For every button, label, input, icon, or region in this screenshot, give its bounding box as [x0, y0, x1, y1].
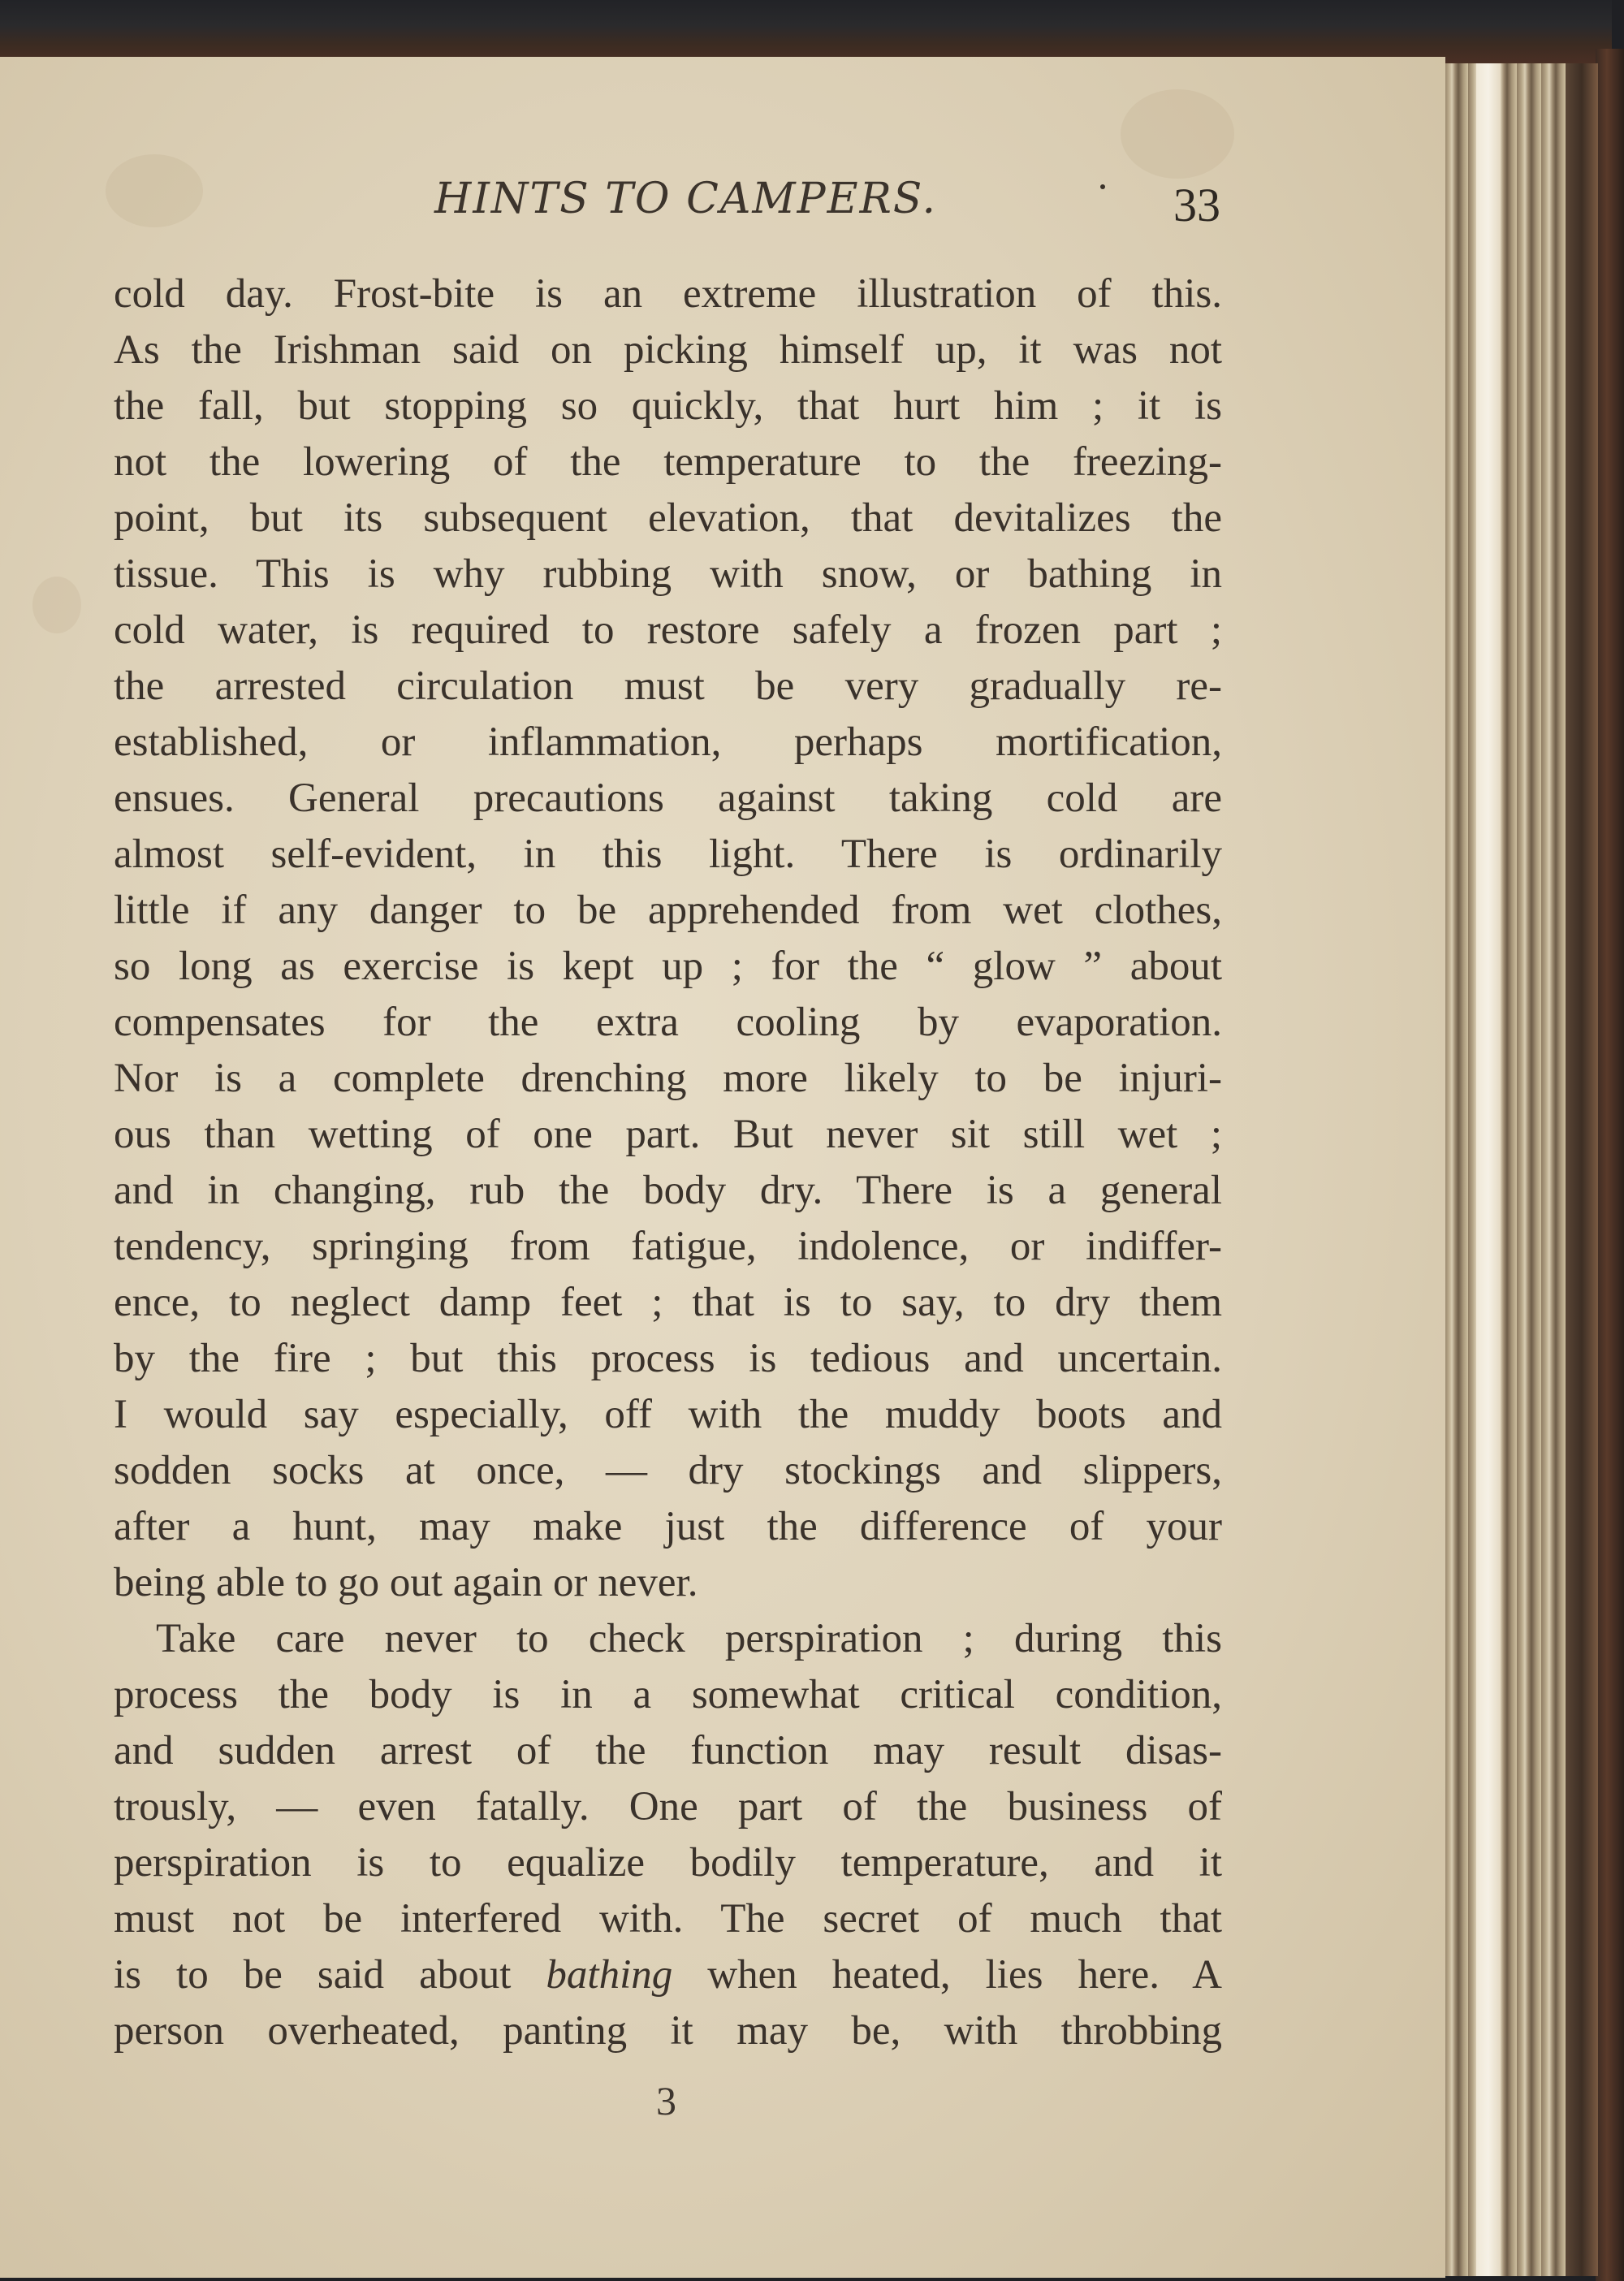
text-line: not the lowering of the temperature to the freezing- [114, 439, 1222, 485]
text-line-with-italic [114, 1947, 1222, 2003]
text-line: point, but its subsequent elevation, that devitalizes the [114, 495, 1222, 541]
text-line: person overheated, panting it may be, with throbbing [114, 2008, 1222, 2054]
text-line: little if any danger to be apprehended from wet clothes, [114, 888, 1222, 933]
text-line: sodden socks at once, — dry stockings and slippers, [114, 1448, 1222, 1493]
text-line: cold water, is required to restore safely a frozen part ; [114, 607, 1222, 653]
text-line: almost self-evident, in this light. There is ordinarily [114, 832, 1222, 877]
text-line: ensues. General precautions against taking cold are [114, 775, 1222, 821]
text-line: process the body is in a somewhat critical condition, [114, 1672, 1222, 1717]
body-text [114, 266, 1222, 2059]
running-head: HINTS TO CAMPERS. [434, 175, 938, 223]
text-line: and sudden arrest of the function may result disas- [114, 1728, 1222, 1773]
text-line: I would say especially, off with the muddy boots and [114, 1392, 1222, 1437]
text-line: cold day. Frost-bite is an extreme illustration of this. [114, 271, 1222, 317]
paragraph-last-line: being able to go out again or never. [114, 1560, 698, 1605]
signature-mark: 3 [656, 2078, 676, 2123]
text-line: must not be interfered with. The secret of much that [114, 1896, 1222, 1942]
text-line: the fall, but stopping so quickly, that hurt him ; it is [114, 383, 1222, 429]
line-segment: is to be said about [114, 1952, 546, 1998]
header-dot-mark [1100, 184, 1105, 189]
text-line: so long as exercise is kept up ; for the “ glow ” about [114, 944, 1222, 989]
text-line: established, or inflammation, perhaps mortification, [114, 719, 1222, 765]
text-line: the arrested circulation must be very gradually re- [114, 663, 1222, 709]
text-line: Nor is a complete drenching more likely to be injuri- [114, 1056, 1222, 1101]
page-number: 33 [1173, 179, 1220, 231]
page-header [0, 175, 1445, 240]
page-block-edges [1444, 63, 1598, 2276]
text-line: ence, to neglect damp feet ; that is to say, to dry them [114, 1280, 1222, 1325]
text-line: and in changing, rub the body dry. There is a general [114, 1168, 1222, 1213]
italic-word-bathing: bathing [546, 1952, 673, 1998]
text-line: trously, — even fatally. One part of the business of [114, 1784, 1222, 1830]
paper-stain [32, 577, 81, 633]
text-line: compensates for the extra cooling by evaporation. [114, 1000, 1222, 1045]
book-cover-top-edge [0, 0, 1612, 63]
text-line: ous than wetting of one part. But never sit still wet ; [114, 1112, 1222, 1157]
paper-stain [1121, 89, 1234, 179]
line-segment: when heated, lies here. A [672, 1952, 1223, 1998]
paragraph-first-line: Take care never to check perspiration ; during this [156, 1616, 1222, 1661]
text-line: As the Irishman said on picking himself up, it was not [114, 327, 1222, 373]
text-line: tendency, springing from fatigue, indolence, or indiffer- [114, 1224, 1222, 1269]
text-line: perspiration is to equalize bodily temperature, and it [114, 1840, 1222, 1886]
text-line: by the fire ; but this process is tedious and uncertain. [114, 1336, 1222, 1381]
text-line: after a hunt, may make just the difference of your [114, 1504, 1222, 1549]
book-cover-right-edge [1596, 49, 1624, 2281]
text-line: tissue. This is why rubbing with snow, or bathing in [114, 551, 1222, 597]
